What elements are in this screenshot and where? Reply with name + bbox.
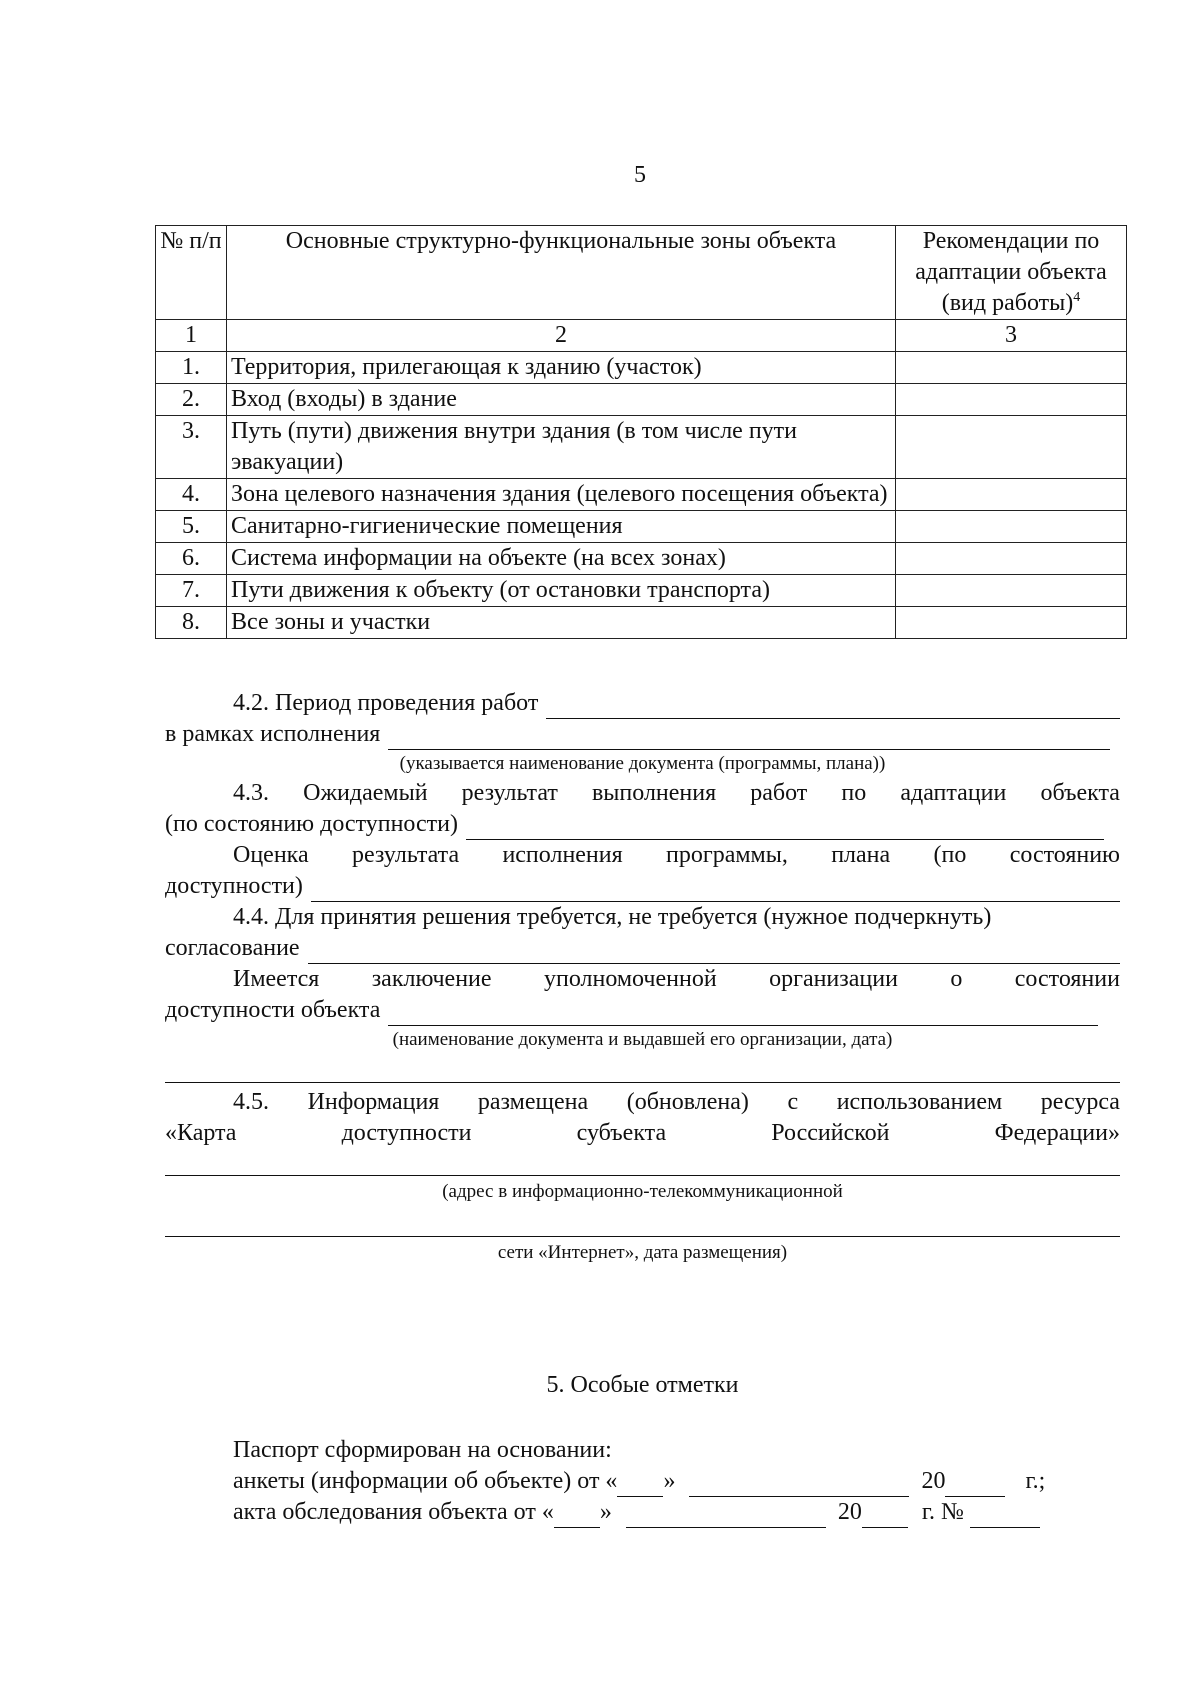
table-row — [156, 511, 1127, 543]
recommendation-cell[interactable] — [896, 511, 1127, 543]
questionnaire-line: анкеты (информации об объекте) от « » 20 г.; — [233, 1466, 1120, 1497]
word: по — [841, 780, 867, 806]
p45-caption-2: сети «Интернет», дата размещения) — [497, 1242, 788, 1263]
recommendation-cell[interactable] — [896, 575, 1127, 607]
questionnaire-year-blank[interactable] — [945, 1474, 1005, 1497]
recommendation-cell[interactable] — [896, 384, 1127, 416]
zone-name: Путь (пути) движения внутри здания (в том числе пути эвакуации) — [227, 416, 896, 479]
eval-blank[interactable] — [311, 879, 1120, 902]
column-numbering-row — [156, 320, 1127, 352]
p42-cont-line: в рамках исполнения — [165, 719, 1120, 750]
word: (по — [933, 842, 967, 868]
p43-line — [165, 778, 1120, 809]
p43-cont-line: (по состоянию доступности) — [165, 809, 1120, 840]
conclusion-full-blank[interactable] — [165, 1056, 1120, 1083]
header-recommendations: Рекомендации по адаптации объекта (вид работы)$^4$ — [896, 226, 1127, 320]
p45-address-blank-2[interactable] — [165, 1210, 1120, 1237]
column-number: 3 — [896, 320, 1127, 352]
zone-name: Зона целевого назначения здания (целевого посещения объекта) — [227, 479, 896, 511]
word: результата — [351, 842, 460, 868]
conclusion-cont-line: доступности объекта — [165, 995, 1120, 1026]
eval-line — [165, 840, 1120, 871]
zone-name: Пути движения к объекту (от остановки транспорта) — [227, 575, 896, 607]
word: Оценка — [233, 842, 309, 868]
word: состоянии — [1014, 966, 1120, 992]
word: исполнения — [502, 842, 623, 868]
word: с — [787, 1089, 799, 1115]
row-number: 3. — [156, 416, 227, 479]
p44-cont-line: согласование — [165, 933, 1120, 964]
questionnaire-day-blank[interactable] — [617, 1474, 663, 1497]
zones-table — [155, 225, 1127, 639]
table-header-row — [156, 226, 1127, 320]
survey-year-blank[interactable] — [862, 1505, 908, 1528]
row-number: 8. — [156, 607, 227, 639]
zone-name: Территория, прилегающая к зданию (участок) — [227, 352, 896, 384]
conclusion-caption: (наименование документа и выдавшей его организации, дата) — [392, 1029, 893, 1050]
word: работ — [750, 780, 808, 806]
row-number: 4. — [156, 479, 227, 511]
header-number: № п/п — [156, 226, 227, 320]
survey-act-line: акта обследования объекта от « » 20 г. № — [233, 1497, 1120, 1528]
zone-name: Вход (входы) в здание — [227, 384, 896, 416]
row-number: 7. — [156, 575, 227, 607]
word: (обновлена) — [626, 1089, 749, 1115]
table-row — [156, 575, 1127, 607]
word: результат — [461, 780, 558, 806]
row-number: 2. — [156, 384, 227, 416]
survey-day-blank[interactable] — [554, 1505, 600, 1528]
p42-line: 4.2. Период проведения работ — [165, 688, 1120, 719]
word: доступности — [341, 1120, 472, 1146]
recommendation-cell[interactable] — [896, 479, 1127, 511]
section-5-title: 5. Особые отметки — [546, 1372, 739, 1398]
word: плана — [831, 842, 891, 868]
p45-line-2 — [165, 1118, 1120, 1149]
word: Информация — [307, 1089, 440, 1115]
word: Федерации» — [994, 1120, 1120, 1146]
page-number: 5 — [634, 162, 646, 188]
word: адаптации — [900, 780, 1007, 806]
section-4-body — [165, 688, 1120, 1267]
p45-address-blank[interactable] — [165, 1149, 1120, 1176]
conclusion-line — [165, 964, 1120, 995]
p44-line: 4.4. Для принятия решения требуется, не требуется (нужное подчеркнуть) — [233, 904, 992, 930]
row-number: 1. — [156, 352, 227, 384]
p42-doc-blank[interactable] — [388, 727, 1110, 750]
row-number: 6. — [156, 543, 227, 575]
section-5 — [165, 1370, 1120, 1528]
word: объекта — [1040, 780, 1120, 806]
word: программы, — [666, 842, 788, 868]
p42-caption: (указывается наименование документа (программы, плана)) — [399, 753, 886, 774]
passport-intro: Паспорт сформирован на основании: — [233, 1437, 612, 1463]
word: Имеется — [233, 966, 320, 992]
questionnaire-month-blank[interactable] — [689, 1474, 909, 1497]
row-number: 5. — [156, 511, 227, 543]
word: организации — [769, 966, 898, 992]
zone-name: Все зоны и участки — [227, 607, 896, 639]
word: Российской — [771, 1120, 890, 1146]
word: ресурса — [1040, 1089, 1120, 1115]
table-row — [156, 416, 1127, 479]
zone-name: Санитарно-гигиенические помещения — [227, 511, 896, 543]
word: использованием — [836, 1089, 1003, 1115]
p45-line — [165, 1087, 1120, 1118]
conclusion-blank[interactable] — [388, 1003, 1098, 1026]
recommendation-cell[interactable] — [896, 607, 1127, 639]
p45-caption-1: (адрес в информационно-телекоммуникационной — [442, 1181, 843, 1202]
footnote-ref: 4 — [1073, 290, 1081, 305]
section-5-content — [165, 1435, 1120, 1528]
header-zones: Основные структурно-функциональные зоны объекта — [227, 226, 896, 320]
word: 4.5. — [233, 1089, 269, 1115]
word: «Карта — [165, 1120, 237, 1146]
eval-cont-line: доступности) — [165, 871, 1120, 902]
word: субъекта — [576, 1120, 667, 1146]
word: уполномоченной — [543, 966, 717, 992]
table-row — [156, 352, 1127, 384]
survey-month-blank[interactable] — [626, 1505, 826, 1528]
table-row — [156, 384, 1127, 416]
p43-blank[interactable] — [466, 817, 1104, 840]
column-number: 2 — [227, 320, 896, 352]
word: размещена — [477, 1089, 589, 1115]
survey-number-blank[interactable] — [970, 1505, 1040, 1528]
word: выполнения — [591, 780, 717, 806]
table-row — [156, 607, 1127, 639]
column-number: 1 — [156, 320, 227, 352]
recommendation-cell[interactable] — [896, 543, 1127, 575]
word: о — [950, 966, 963, 992]
word: Ожидаемый — [303, 780, 428, 806]
p44-blank[interactable] — [308, 941, 1120, 964]
table-row — [156, 543, 1127, 575]
recommendation-cell[interactable] — [896, 352, 1127, 384]
word: состоянию — [1009, 842, 1120, 868]
zone-name: Система информации на объекте (на всех зонах) — [227, 543, 896, 575]
word: 4.3. — [233, 780, 269, 806]
p42-blank[interactable] — [546, 696, 1120, 719]
table-row — [156, 479, 1127, 511]
word: заключение — [371, 966, 492, 992]
recommendation-cell[interactable] — [896, 416, 1127, 479]
